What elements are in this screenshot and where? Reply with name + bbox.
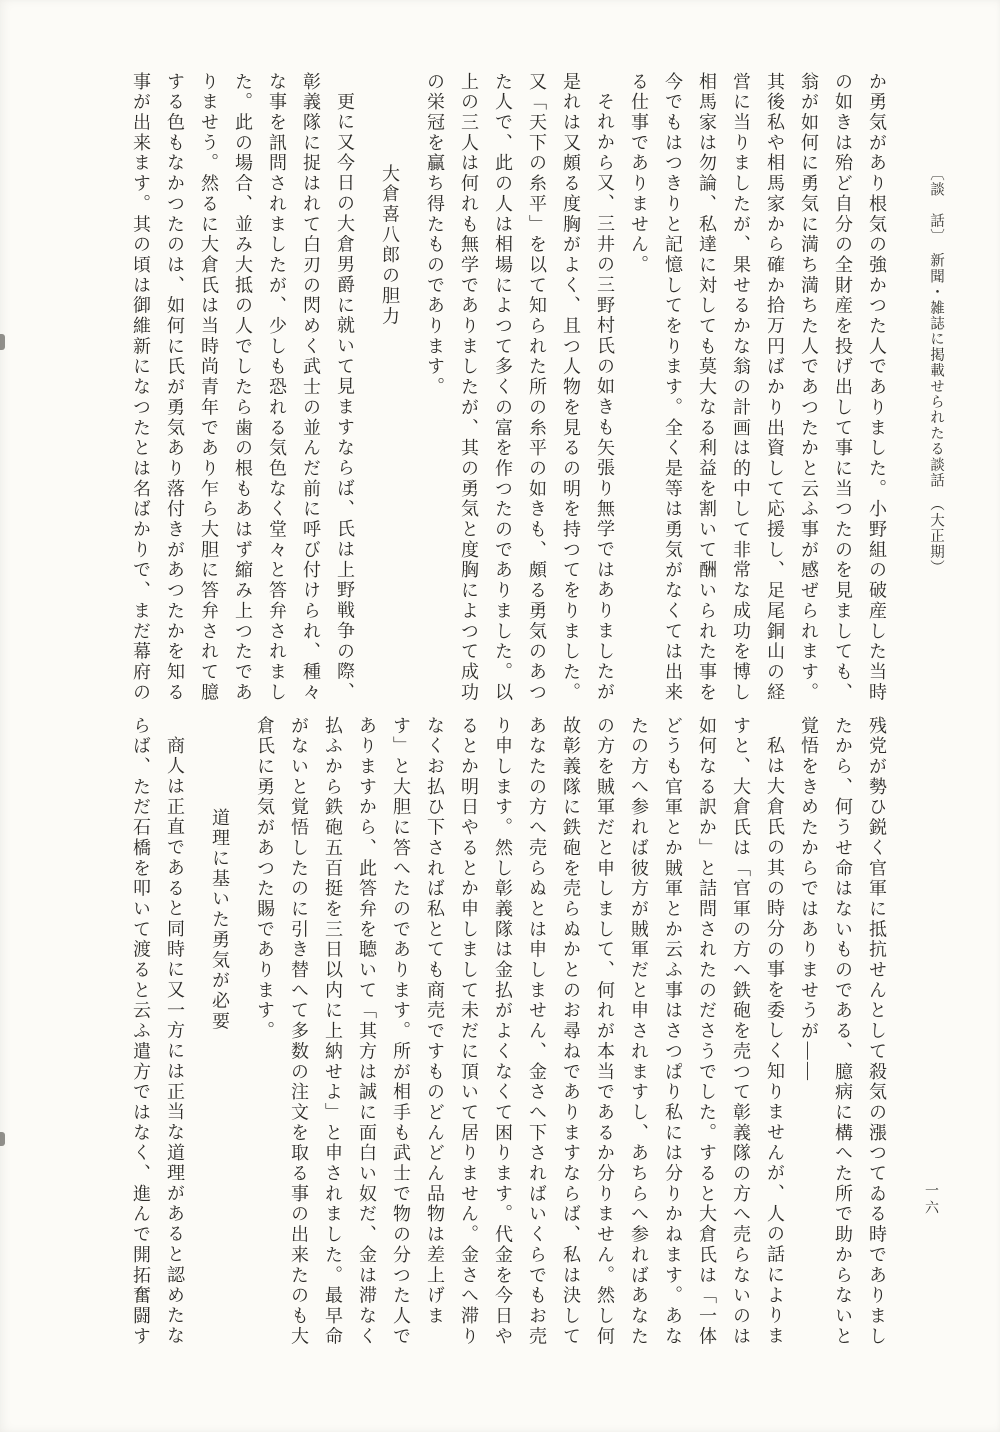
scan-artifact [0, 1132, 5, 1146]
paragraph-continuation: か勇気があり根気の強かつた人でありました。小野組の破産した当時の如きは殆ど自分の全財産を投げ出して事に当つたのを見ましても、翁が如何に勇気に満ち満ちた人であつたかと云ふ事が感ぜられます。其後私や相馬家から確か拾万円ばかり出資して応援し、足尾銅山の経営に当りましたが、果せるかな翁の計画は的中して非常な成功を博し相馬家は勿論、私達に対しても莫大なる利益を割いて酬いられた事を今でもはつきりと記憶してをります。全く是等は勇気がなくては出来る仕事でありません。 [629, 72, 887, 703]
page-number: 一六 [923, 1183, 938, 1217]
paragraph: 私は大倉氏の其の時分の事を委しく知りませんが、人の話によりますと、大倉氏は「官軍の方へ鉄砲を売つて彰義隊の方へ売らないのは如何なる訳か」と詰問されたのださうでした。すると大倉氏は「一体どうも官軍とか賊軍とか云ふ事はさつぱり私には分りかねます。あなたの方へ参れば彼方が賊軍だと申されますし、あちらへ参ればあなたの方を賊軍だと申しまして、何れが本当であるか分りません。然し何故彰義隊に鉄砲を売らぬかとのお尋ねでありますならば、私は決してあなたの方へ売らぬとは申しません、金さへ下さればいくらでもお売り申します。然し彰義隊は金払がよくなくて困ります。代金を今日やるとか明日やるとか申しまして未だに頂いて居りません。金さへ滞りなくお払ひ下されば私とても商売ですものどんどん品物は差上げます」と大胆に答へたのであります。所が相手も武士で物の分つた人でありますから、此答弁を聴いて「其方は誠に面白い奴だ、金は滞なく払ふから鉄砲五百挺を三日以内に上納せよ」と申されました。最早命がないと覚悟したのに引き替へて多数の注文を取る事の出来たのも大倉氏に勇気があつた賜であります。 [255, 716, 785, 1347]
running-header: 〔談 話〕 新聞・雑誌に掲載せられたる談話 （大正期） [928, 166, 944, 576]
paragraph: 更に又今日の大倉男爵に就いて見ますならば、氏は上野戦争の際、彰義隊に捉はれて白刃の閃めく武士の並んだ前に呼び付けられ、種々な事を訊問されましたが、少しも恐れる気色なく堂々と答弁されました。此の場合、並み大抵の人でしたら歯の根もあはず縮み上つたでありませう。然るに大倉氏は当時尚青年であり乍ら大胆に答弁されて臆する色もなかつたのは、如何に氏が勇気あり落付きがあつたかを知る事が出来ます。其の頃は御維新になつたとは名ばかりで、まだ幕府の [131, 72, 355, 703]
section-heading: 大倉喜八郎の胆力 [380, 164, 400, 327]
paragraph-continuation: 残党が勢ひ鋭く官軍に抵抗せんとして殺気の漲つてゐる時でありましたから、何うせ命はないものである、臆病に構へた所で助からないと覚悟をきめたからではありませうが―― [799, 716, 887, 1347]
paragraph: それから又、三井の三野村氏の如きも矢張り無学ではありましたが是れは又頗る度胸がよく、且つ人物を見るの明を持つてをりました。又「天下の糸平」を以て知られた所の糸平の如きも、頗る勇気のあつた人で、此の人は相場によつて多くの富を作つたのでありました。以上の三人は何れも無学でありましたが、其の勇気と度胸によつて成功の栄冠を贏ち得たものであります。 [425, 72, 615, 703]
top-text-block [72, 72, 894, 708]
section-heading: 道理に基いた勇気が必要 [210, 808, 230, 1032]
scan-artifact [0, 334, 5, 350]
paragraph: 商人は正直であると同時に又一方には正当な道理があると認めたならば、ただ石橋を叩いて渡ると云ふ遣方ではなく、進んで開拓奮闘す [131, 716, 185, 1347]
bottom-text-block [72, 716, 894, 1352]
